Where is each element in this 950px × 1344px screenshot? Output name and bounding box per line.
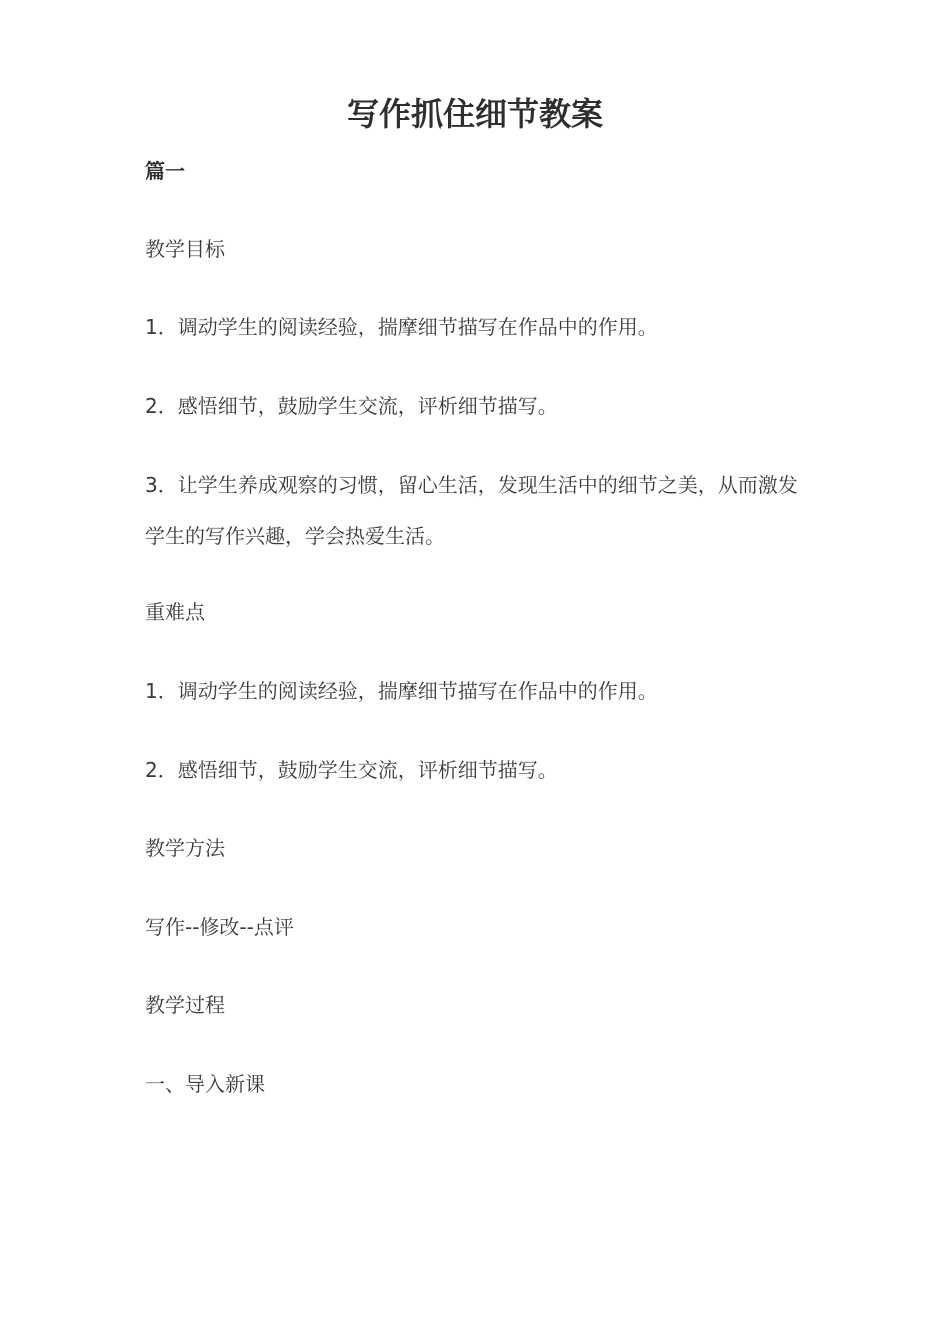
heading-teaching-methods: 教学方法 — [145, 836, 225, 860]
process-step-1: 一、导入新课 — [145, 1072, 265, 1096]
goal-item-3: 3．让学生养成观察的习惯，留心生活，发现生活中的细节之美，从而激发学生的写作兴趣，学会热爱生活。 — [145, 473, 798, 548]
key-point-item-1: 1．调动学生的阅读经验，揣摩细节描写在作品中的作用。 — [145, 679, 658, 703]
heading-teaching-process: 教学过程 — [145, 993, 225, 1017]
goal-item-1: 1．调动学生的阅读经验，揣摩细节描写在作品中的作用。 — [145, 315, 658, 339]
key-point-item-2: 2．感悟细节，鼓励学生交流，评析细节描写。 — [145, 758, 558, 782]
heading-teaching-goals: 教学目标 — [145, 237, 225, 261]
heading-key-points: 重难点 — [145, 600, 205, 624]
teaching-methods-text: 写作--修改--点评 — [145, 915, 294, 939]
document-title: 写作抓住细节教案 — [346, 95, 603, 133]
section-label: 篇一 — [145, 159, 185, 183]
goal-item-2: 2．感悟细节，鼓励学生交流，评析细节描写。 — [145, 394, 558, 418]
